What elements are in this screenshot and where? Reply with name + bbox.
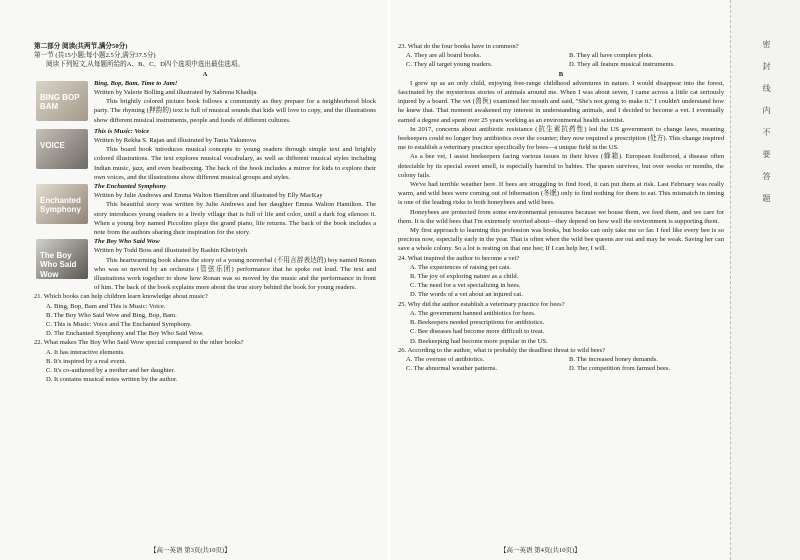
option-a[interactable]: A. Bing, Bop, Bam and This is Music: Voice. <box>46 302 166 310</box>
option-b[interactable]: B. It's inspired by a real event. <box>46 357 127 365</box>
option-c[interactable]: C. The abnormal weather patterns. <box>406 365 498 373</box>
passage-paragraph: My first approach to learning this profession was books, but books can only take me so far. I feel like every bee is so precious now, especially early in the year. That is often when the wild bee queens are out and may be weak. Saving her can save a whole colony. So a lot is resting on that one bee; If I can help her, I will. <box>398 227 724 253</box>
options-grid <box>398 51 724 69</box>
option-b[interactable]: B. The Boy Who Said Wow and Bing, Bop, Bam. <box>46 311 177 319</box>
book-cover-image: The Boy Who Said Wow <box>36 239 88 279</box>
option-b[interactable]: B. The increased honey demands. <box>569 355 658 363</box>
option-c[interactable]: C. The need for a vet specializing in bees. <box>410 282 521 290</box>
page-footer-left: 【高一英语 第3页(共10页)】 <box>150 547 231 554</box>
book-entry <box>34 237 376 292</box>
question-stem: 22. What makes The Boy Who Said Wow special compared to the other books? <box>34 339 244 347</box>
passage-paragraph: In 2017, concerns about antibiotic resistance (抗生素抗药性) led the US government to change laws, meaning beekeepers could no longer buy antibiotics over the counter; they now required a prescription (处方). This change inspired me to establish a veterinary practice specifically for bees—a unique field in the US. <box>398 125 724 152</box>
book-author: Written by Julie Andrews and Emma Walton Hamilton and illustrated by Elly MacKay <box>94 192 323 200</box>
option-d[interactable]: D. It contains musical notes written by the author. <box>46 376 178 384</box>
question-21 <box>34 292 376 338</box>
option-c[interactable]: C. It's co-authored by a mother and her daughter. <box>46 367 175 375</box>
right-column <box>398 42 724 373</box>
passage-a-label: A <box>202 70 208 78</box>
book-cover-image: VOICE <box>36 129 88 169</box>
book-author: Written by Todd Boss and illustrated by Rashin Kheiriyeh <box>94 247 247 255</box>
option-c[interactable]: C. They all target young readers. <box>406 61 493 69</box>
option-c[interactable]: C. Bee diseases had become more difficult to treat. <box>410 328 545 336</box>
book-cover-image: Enchanted Symphony <box>36 184 88 224</box>
right-page <box>390 0 730 560</box>
passage-paragraph: I grew up as an only child, enjoying free-range childhood adventures in nature. I would disappear into the forest, fascinated by the mysterious stories of animals around me. When I was about seven, I came across a little cat seriously injured by a board. The vet (兽医) examined her mouth and said, "She's not going to make it." I couldn't understand how he knew that. That moment awakened my interest in understanding animals, and I decided to become a vet. I eventually earned a degree and spent over 25 years working as an environmental health scientist. <box>398 79 724 124</box>
question-24 <box>398 254 724 300</box>
book-entry <box>34 182 376 237</box>
book-entry <box>34 127 376 182</box>
option-b[interactable]: B. They all have complex plots. <box>569 52 653 60</box>
question-stem: 26. According to the author, what is probably the deadliest threat to wild bees? <box>398 346 606 354</box>
book-entry <box>34 79 376 127</box>
passage-b-label: B <box>558 70 564 78</box>
book-description: This heartwarming book shares the story of a young nonverbal (不用言辞表达的) boy named Ronan who was so moved by an orchestra (管弦乐团) performance that he spoke out loud. The text and illustrations work together to show how Ronan was so moved by the music and the performance in front of him. The back of the book explains more about the true story behind the book for young readers. <box>94 256 376 292</box>
question-stem: 21. Which books can help children learn knowledge about music? <box>34 293 208 301</box>
book-description: This brightly colored picture book follows a community as they prepare for a neighborhood block party. The rhyming (押韵的) text is full of musical sounds that kids will love to copy, and the illustrations show different musical instruments, people and foods of different cultures. <box>94 98 376 124</box>
question-stem: 25. Why did the author establish a veterinary practice for bees? <box>398 300 565 308</box>
book-title: The Enchanted Symphony <box>94 183 167 191</box>
question-23 <box>398 42 724 70</box>
book-author: Written by Valerie Bolling and illustrated by Sabrena Khadija <box>94 89 257 97</box>
book-description: This board book introduces musical concepts to young readers through simple text and brightly colored illustrations. The text explores musical vocabulary, as well as different musical styles including Indian music, jazz, and even beatboxing. The back of the book includes a mirror for kids to explore their own voices, and the illustrations show different musical groups and styles. <box>94 146 376 181</box>
margin-warning-text: 密封线内不要答题 <box>762 40 771 216</box>
section-title: 第二部分 阅读(共两节,满分50分) <box>34 43 128 50</box>
left-page <box>0 0 388 560</box>
page-footer-right: 【高一英语 第4页(共10页)】 <box>500 547 581 554</box>
book-title: Bing, Bop, Bam, Time to Jam! <box>94 79 178 87</box>
book-author: Written by Rekha S. Rajan and illustrated by Tania Yakunova <box>94 137 256 145</box>
book-description: This beautiful story was written by Julie Andrews and her daughter Emma Walton Hamilton. The story introduces young readers to a lively village that is full of life and color, until a dark fog silences it. When a young boy named Piccolino plays the grand piano, life returns. The back of the book includes a note from the authors sharing their inspiration for the story. <box>94 201 376 237</box>
question-26 <box>398 346 724 374</box>
option-a[interactable]: A. It has interactive elements. <box>46 348 125 356</box>
passage-paragraph: As a bee vet, I assist beekeepers facing various issues in their hives (蜂箱). European foulbrood, a disease often detectable by its special sweet smell, is especially harmful to babies. The queen survives, but over weeks or months, the colony fails. <box>398 153 724 179</box>
instruction: 阅读下列短文,从每题所给的A、B、C、D四个选项中选出最佳选项。 <box>46 61 244 69</box>
option-a[interactable]: A. They are all board books. <box>406 52 482 60</box>
option-b[interactable]: B. Beekeepers needed prescriptions for antibiotics. <box>410 319 545 327</box>
left-column <box>34 42 376 385</box>
subsection-title: 第一节 (共15小题;每小题2.5分,满分37.5分) <box>34 52 156 60</box>
book-title: This is Music: Voice <box>94 127 150 135</box>
option-d[interactable]: D. The Enchanted Symphony and The Boy Who Said Wow. <box>46 330 204 338</box>
passage-paragraph: Honeybees are protected from some environmental pressures because we house them, we feed them, and we care for them. It is the wild bees that I'm extremely worried about—they depend on how well the environment is supporting them. <box>398 208 724 225</box>
passage-paragraph: We've had terrible weather here. If bees are struggling to find food, it can put them at risk. Last February was really warm, and wild bees were coming out of hibernation (冬眠) only to find nothing for them to eat. This mismatch in timing is one of the leading risks to both honeybees and wild bees. <box>398 181 724 207</box>
question-stem: 24. What inspired the author to become a vet? <box>398 254 520 262</box>
option-a[interactable]: A. The experiences of raising pet cats. <box>410 263 511 271</box>
option-a[interactable]: A. The overuse of antibiotics. <box>406 355 485 363</box>
options-grid <box>398 355 724 373</box>
option-a[interactable]: A. The government banned antibiotics for bees. <box>410 309 536 317</box>
question-stem: 23. What do the four books have in common? <box>398 43 519 50</box>
question-22 <box>34 338 376 384</box>
option-d[interactable]: D. They all feature musical instruments. <box>569 61 675 69</box>
option-b[interactable]: B. The joy of exploring nature as a child. <box>410 273 519 281</box>
option-d[interactable]: D. The competition from farmed bees. <box>569 365 671 373</box>
book-title: The Boy Who Said Wow <box>94 238 160 246</box>
option-c[interactable]: C. This is Music: Voice and The Enchanted Symphony. <box>46 321 192 329</box>
option-d[interactable]: D. Beekeeping had become more popular in the US. <box>410 337 548 345</box>
question-25 <box>398 300 724 346</box>
option-d[interactable]: D. The words of a vet about an injured cat. <box>410 291 523 299</box>
book-cover-image: BING BOP BAM <box>36 81 88 121</box>
